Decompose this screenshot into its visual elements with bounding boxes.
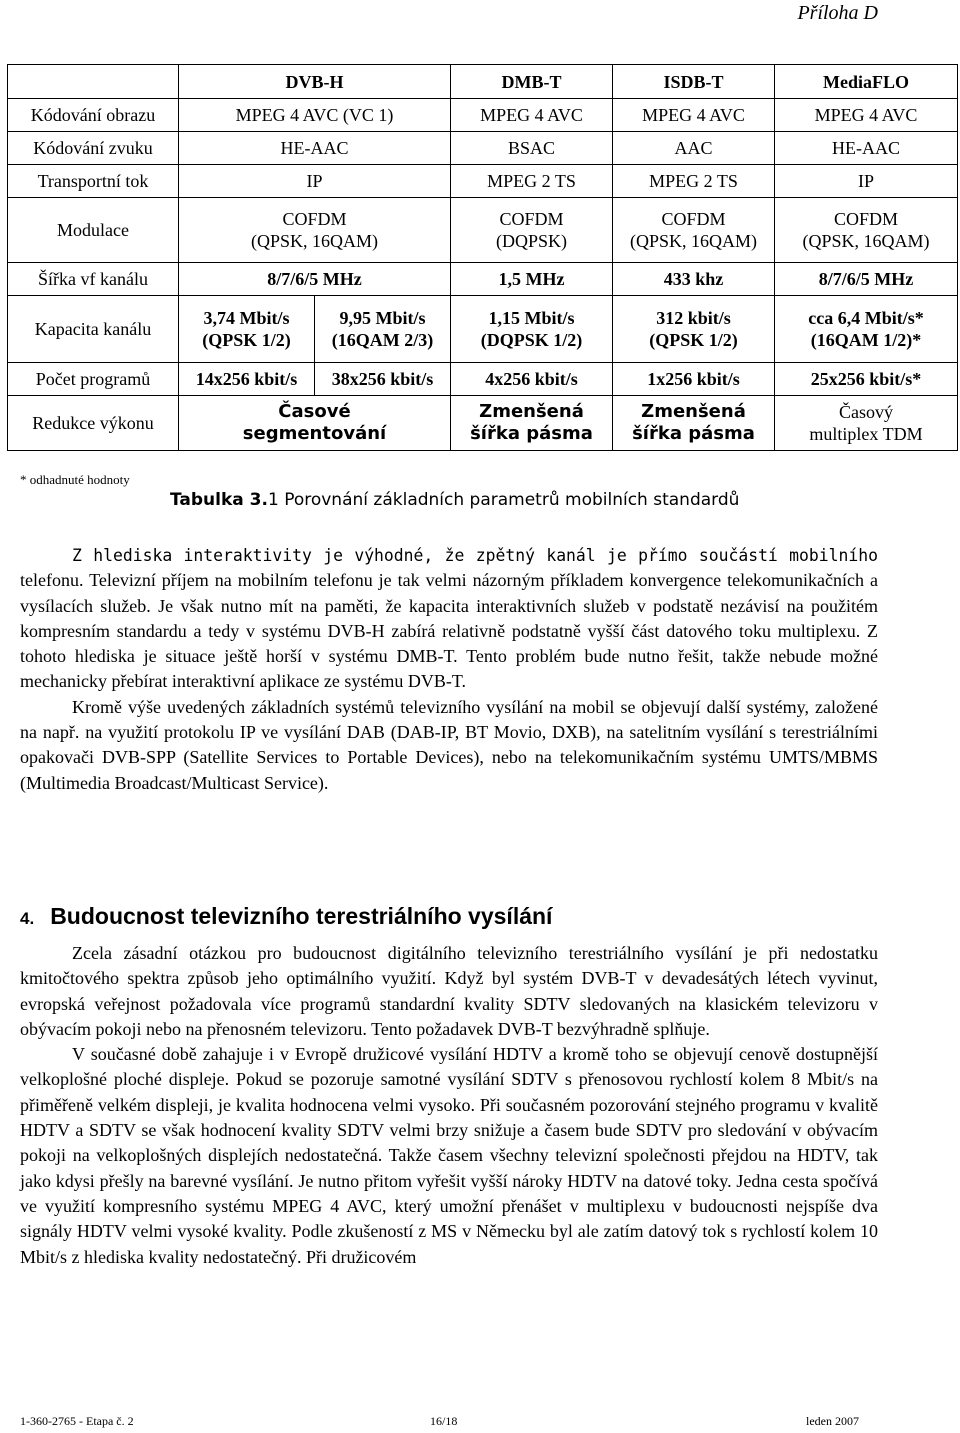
table-note: * odhadnuté hodnoty <box>20 472 130 487</box>
footer-page: 16/18 <box>430 1414 458 1428</box>
footer-left: 1-360-2765 - Etapa č. 2 <box>20 1414 134 1428</box>
cell-line: (DQPSK) <box>495 231 567 251</box>
caption-text: 1 Porovnání základních parametrů mobilních standardů <box>267 490 740 510</box>
cell-line: cca 6,4 Mbit/s* <box>808 308 924 328</box>
table-row <box>8 99 958 132</box>
cell-line: multiplex TDM <box>809 424 923 444</box>
cell-line: Zmenšená <box>641 401 746 422</box>
header-empty-cell <box>8 65 179 99</box>
paragraph: telefonu. Televizní příjem na mobilním telefonu je tak velmi názorným příkladem konvergence telekomunikačních a vysílacích služeb. Je však nutno mít na paměti, že kapacita interaktivních služeb v podstatě nezávisí na použitém kompresním standardu a tedy v systému DVB-H zabírá relativně podstatně vyšší část datového toku multiplexu. Z tohoto hlediska je situace ještě horší v systému DMB-T. Tento problém bude nutno řešit, takže nebude možné mechanicky přebírat interaktivní aplikace ze systému DVB-T. <box>20 570 878 692</box>
section-heading <box>20 903 552 930</box>
comparison-table <box>7 64 958 451</box>
table-cell <box>451 396 613 451</box>
table-caption <box>170 490 739 510</box>
table-cell: 4x256 kbit/s <box>451 363 613 396</box>
cell-line: 312 kbit/s <box>656 308 731 328</box>
cell-line: (16QAM 1/2)* <box>810 330 922 350</box>
table-cell: MPEG 4 AVC <box>613 99 775 132</box>
cell-line: (QPSK 1/2) <box>649 330 738 350</box>
cell-line: (QPSK, 16QAM) <box>802 231 930 251</box>
cell-line: šířka pásma <box>470 423 593 444</box>
table-cell: IP <box>775 165 958 198</box>
paragraph: Zcela zásadní otázkou pro budoucnost digitálního televizního terestriálního vysílání je při nedostatku kmitočtového spektra způsob jeho optimálního využití. Když byl systém DVB-T v devadesátých létech vyvinut, evropská veřejnost požadovala více programů standardní kvality SDTV sledovaných na klasickém televizoru v obývacím pokoji nebo na přenosném televizoru. Tento požadavek DVB-T bezvýhradně splňuje. <box>20 943 878 1039</box>
cell-line: (16QAM 2/3) <box>331 330 434 350</box>
table-cell: MPEG 4 AVC <box>451 99 613 132</box>
table-cell <box>179 198 451 263</box>
table-row <box>8 396 958 451</box>
row-label: Kódování zvuku <box>8 132 179 165</box>
header-dvbh: DVB-H <box>179 65 451 99</box>
table-cell <box>775 198 958 263</box>
header-mediaflo: MediaFLO <box>775 65 958 99</box>
cell-line: COFDM <box>499 209 564 229</box>
table-cell: HE-AAC <box>775 132 958 165</box>
cell-line: 1,15 Mbit/s <box>488 308 575 328</box>
table-cell: 433 khz <box>613 263 775 296</box>
table-cell: 25x256 kbit/s* <box>775 363 958 396</box>
table-row <box>8 263 958 296</box>
row-label: Šířka vf kanálu <box>8 263 179 296</box>
table-cell <box>775 296 958 363</box>
table-cell <box>613 198 775 263</box>
table-cell: 14x256 kbit/s <box>179 363 315 396</box>
row-label: Transportní tok <box>8 165 179 198</box>
cell-line: šířka pásma <box>632 423 755 444</box>
table-header-row <box>8 65 958 99</box>
table-cell: BSAC <box>451 132 613 165</box>
table-cell <box>775 396 958 451</box>
table-cell <box>451 296 613 363</box>
cell-line: (QPSK, 16QAM) <box>629 231 757 251</box>
table-cell: MPEG 2 TS <box>451 165 613 198</box>
table-cell: 8/7/6/5 MHz <box>179 263 451 296</box>
table-cell: AAC <box>613 132 775 165</box>
cell-line: Časový <box>839 402 893 422</box>
cell-line: 9,95 Mbit/s <box>339 308 426 328</box>
table-cell: IP <box>179 165 451 198</box>
row-label: Kapacita kanálu <box>8 296 179 363</box>
table-cell: 1,5 MHz <box>451 263 613 296</box>
cell-line: (QPSK, 16QAM) <box>250 231 378 251</box>
table-cell: 38x256 kbit/s <box>315 363 451 396</box>
paragraph-line: Z hlediska interaktivity je výhodné, že zpětný kanál je přímo součástí mobilního <box>72 546 878 565</box>
section-number: 4. <box>20 909 35 928</box>
table-row <box>8 132 958 165</box>
body-text-a <box>20 543 878 796</box>
paragraph: V současné době zahajuje i v Evropě družicové vysílání HDTV a kromě toho se objevují cenově dostupnější velkoplošné ploché displeje. Pokud se pozoruje samotné vysílání SDTV s přenosovou rychlostí kolem 8 Mbit/s na přiměřeně velkém displeji, je kvalita hodnocena velmi vysoko. Při současném pozorování stejného programu v kvalitě HDTV a SDTV se však hodnocení kvality SDTV velmi brzy snižuje a časem bude SDTV pro sledování v obývacím pokoji na velkoplošných displejích nedostatečná. Takže časem všechny televizní společnosti přejdou na HDTV, tak jako kdysi přešly na barevné vysílání. Je nutno přitom vyřešit vyšší nároky HDTV na datové toky. Jedna cesta spočívá ve využití kompresního systému MPEG 4 AVC, který umožní přenášet v multiplexu v budoucnosti nejspíše dva signály HDTV velmi vysoké kvality. Podle zkušeností z MS v Německu byl ale zatím datový tok s rychlostí kolem 10 Mbit/s z hlediska kvality nedostatečný. Při družicovém <box>20 1044 878 1267</box>
footer-date: leden 2007 <box>806 1414 859 1428</box>
header-isdbt: ISDB-T <box>613 65 775 99</box>
page-header: Příloha D <box>797 2 878 24</box>
table-row <box>8 198 958 263</box>
caption-label: Tabulka 3. <box>170 490 268 510</box>
cell-line: segmentování <box>242 423 387 444</box>
section-title: Budoucnost televizního terestriálního vysílání <box>50 903 553 929</box>
table-cell: MPEG 2 TS <box>613 165 775 198</box>
table-cell: MPEG 4 AVC (VC 1) <box>179 99 451 132</box>
cell-line: 3,74 Mbit/s <box>203 308 290 328</box>
paragraph <box>20 543 878 568</box>
table-cell <box>179 296 315 363</box>
table-row <box>8 165 958 198</box>
header-dmbt: DMB-T <box>451 65 613 99</box>
row-label: Kódování obrazu <box>8 99 179 132</box>
cell-line: Zmenšená <box>479 401 584 422</box>
row-label: Redukce výkonu <box>8 396 179 451</box>
cell-line: COFDM <box>833 209 899 229</box>
body-text-b <box>20 941 878 1270</box>
cell-line: COFDM <box>661 209 726 229</box>
table-cell <box>179 396 451 451</box>
table-cell: 1x256 kbit/s <box>613 363 775 396</box>
table-cell <box>613 396 775 451</box>
cell-line: COFDM <box>282 209 347 229</box>
row-label: Modulace <box>8 198 179 263</box>
table-cell <box>451 198 613 263</box>
table-row <box>8 363 958 396</box>
paragraph: Kromě výše uvedených základních systémů televizního vysílání na mobil se objevují další systémy, založené na např. na využití protokolu IP ve vysílání DAB (DAB-IP, BT Movio, DXB), na satelitním vysílání s terestriálními opakovači DVB-SPP (Satellite Services to Portable Devices), nebo na telekomunikačním systému UMTS/MBMS (Multimedia Broadcast/Multicast Service). <box>20 696 878 793</box>
cell-line: Časové <box>278 401 351 422</box>
cell-line: (QPSK 1/2) <box>202 330 291 350</box>
cell-line: (DQPSK 1/2) <box>480 330 583 350</box>
table-cell: HE-AAC <box>179 132 451 165</box>
table-cell: 8/7/6/5 MHz <box>775 263 958 296</box>
row-label: Počet programů <box>8 363 179 396</box>
table-cell <box>613 296 775 363</box>
table-cell: MPEG 4 AVC <box>775 99 958 132</box>
table-row <box>8 296 958 363</box>
table-cell <box>315 296 451 363</box>
